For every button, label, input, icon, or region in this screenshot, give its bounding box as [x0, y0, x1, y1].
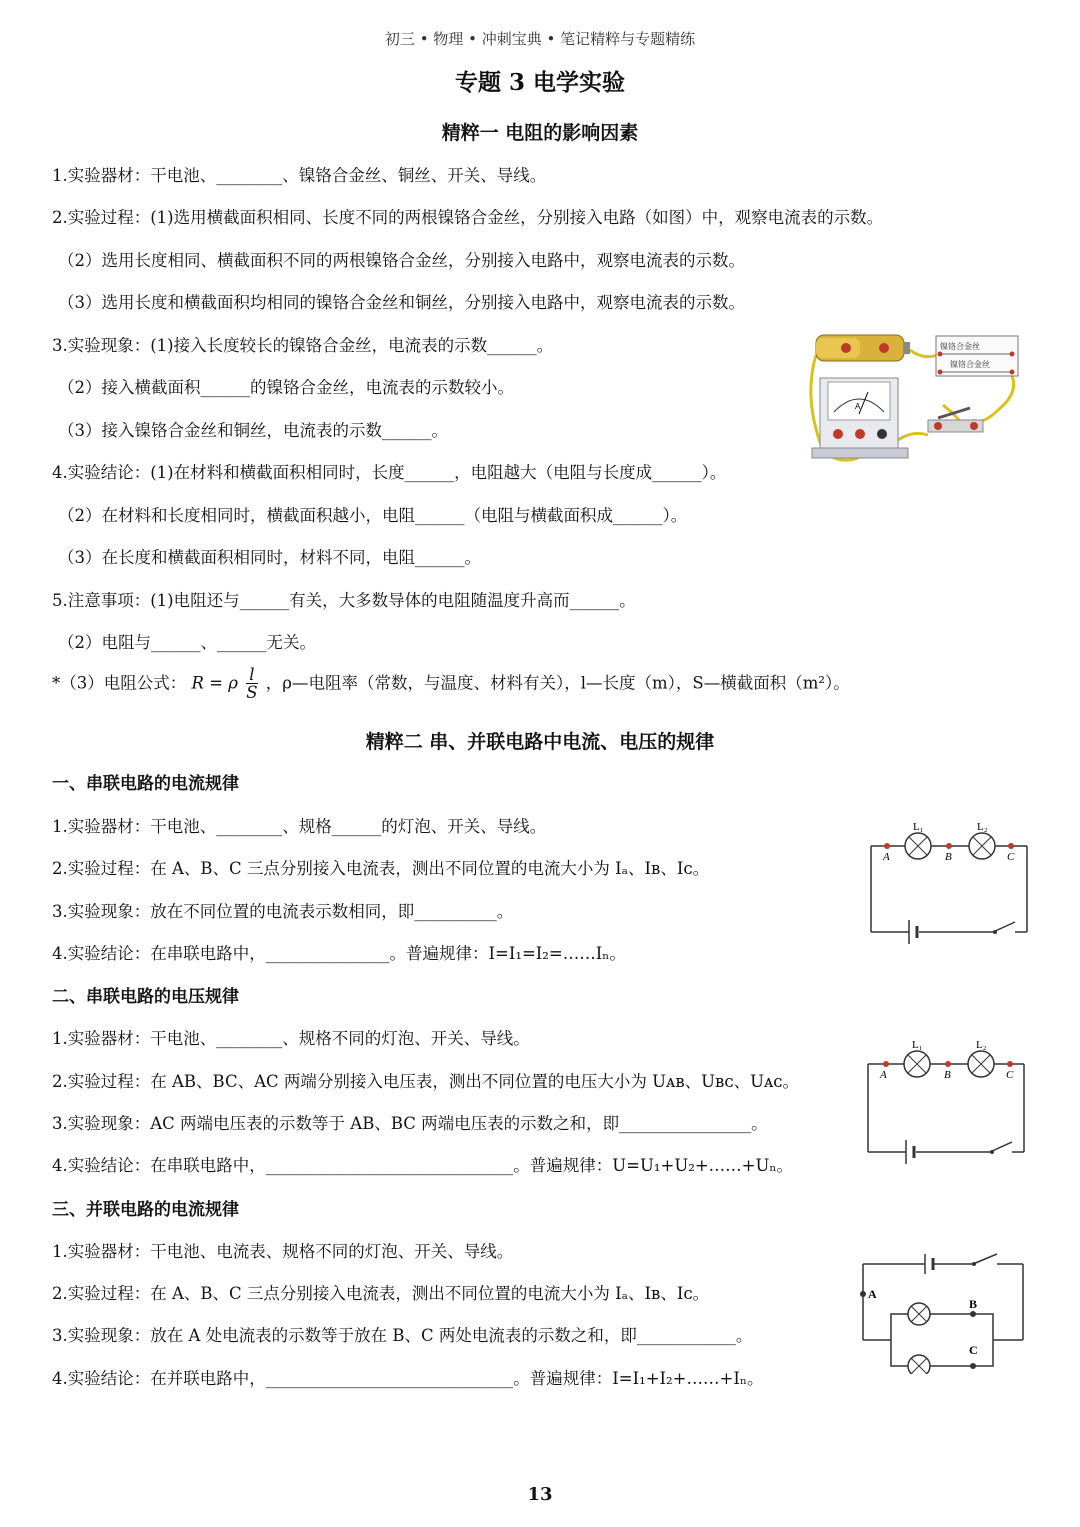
p2-line-1: 1.实验器材：干电池、________、规格不同的灯泡、开关、导线。: [52, 1029, 530, 1048]
page-title: 专题 3 电学实验: [454, 69, 626, 96]
label-l1: L₁: [913, 821, 924, 833]
label-l2: L₂: [976, 1039, 987, 1051]
s1-line-7: （3）接入镍铬合金丝和铜丝，电流表的示数______。: [58, 421, 448, 440]
label-c: C: [969, 1343, 978, 1357]
label-b: B: [969, 1297, 978, 1311]
resistance-formula: [52, 666, 850, 702]
lamp-l1-icon: [905, 833, 931, 859]
formula-prefix: *（3）电阻公式：: [52, 673, 187, 693]
formula-suffix: ，ρ—电阻率（常数，与温度、材料有关），l—长度（m），S—横截面积（m²）。: [265, 673, 850, 693]
formula-lhs: R = ρ: [191, 673, 238, 693]
parallel-current-circuit: [855, 1248, 1031, 1374]
resistance-experiment-figure: [798, 330, 1030, 465]
s1-line-1: 1.实验器材：干电池、________、镍铬合金丝、铜丝、开关、导线。: [52, 166, 547, 185]
section2-title: 精粹二 串、并联电路中电流、电压的规律: [365, 731, 715, 753]
wire-board-icon: [936, 336, 1018, 376]
label-l1: L₁: [912, 1039, 923, 1051]
series-voltage-circuit: [862, 1034, 1032, 1166]
p3-line-3: 3.实验现象：放在 A 处电流表的示数等于放在 B、C 两处电流表的示数之和，即____________。: [52, 1326, 753, 1345]
p1-line-2: 2.实验过程：在 A、B、C 三点分别接入电流表，测出不同位置的电流大小为 Iₐ、Iʙ、Iᴄ。: [52, 859, 710, 878]
p2-line-4: 4.实验结论：在串联电路中，______________________________。普遍规律：U=U₁+U₂+……+Uₙ。: [52, 1156, 794, 1175]
label-a: A: [883, 851, 890, 863]
p3-line-4: 4.实验结论：在并联电路中，______________________________。普遍规律：I=I₁+I₂+……+Iₙ。: [52, 1369, 764, 1388]
formula-denominator: S: [246, 683, 258, 703]
s1-line-12: （2）电阻与______、______无关。: [58, 633, 316, 652]
page-header: 初三 • 物理 • 冲刺宝典 • 笔记精粹与专题精练: [384, 30, 696, 48]
part2-title: 二、串联电路的电压规律: [52, 987, 239, 1007]
lamp-l2-icon: [969, 833, 995, 859]
formula-numerator: l: [246, 666, 257, 684]
formula-fraction: [246, 666, 257, 702]
battery-icon: [816, 335, 910, 361]
lamp-lower-icon: [908, 1355, 930, 1374]
s1-line-8: 4.实验结论：(1)在材料和横截面积相同时，长度______，电阻越大（电阻与长度成______）。: [52, 463, 727, 482]
lamp-l1-icon: [904, 1051, 930, 1077]
p3-line-2: 2.实验过程：在 A、B、C 三点分别接入电流表，测出不同位置的电流大小为 Iₐ、Iʙ、Iᴄ。: [52, 1284, 710, 1303]
lamp-l2-icon: [968, 1051, 994, 1077]
svg-text:A: A: [855, 402, 861, 411]
label-c: C: [1006, 1069, 1014, 1081]
label-b: B: [944, 1069, 951, 1081]
s1-line-2: 2.实验过程：(1)选用横截面积相同、长度不同的两根镍铬合金丝，分别接入电路（如图）中，观察电流表的示数。: [52, 208, 884, 227]
switch-icon: [928, 408, 983, 432]
series-current-circuit: [865, 818, 1035, 944]
p3-line-1: 1.实验器材：干电池、电流表、规格不同的灯泡、开关、导线。: [52, 1242, 514, 1261]
section1-title: 精粹一 电阻的影响因素: [441, 122, 639, 144]
p1-line-4: 4.实验结论：在串联电路中，_______________。普遍规律：I=I₁=I₂=……Iₙ。: [52, 944, 626, 963]
label-l2: L₂: [977, 821, 988, 833]
s1-line-6: （2）接入横截面积______的镍铬合金丝，电流表的示数较小。: [58, 378, 514, 397]
s1-line-3: （2）选用长度相同、横截面积不同的两根镍铬合金丝，分别接入电路中，观察电流表的示数。: [58, 251, 745, 270]
p1-line-1: 1.实验器材：干电池、________、规格______的灯泡、开关、导线。: [52, 817, 547, 836]
wire-label-2: 镍铬合金丝: [950, 360, 990, 369]
p2-line-2: 2.实验过程：在 AB、BC、AC 两端分别接入电压表，测出不同位置的电压大小为 Uᴀʙ、Uʙᴄ、Uᴀᴄ。: [52, 1072, 800, 1091]
part3-title: 三、并联电路的电流规律: [52, 1200, 239, 1220]
label-a: A: [868, 1287, 877, 1301]
p1-line-3: 3.实验现象：放在不同位置的电流表示数相同，即__________。: [52, 902, 514, 921]
s1-line-4: （3）选用长度和横截面积均相同的镍铬合金丝和铜丝，分别接入电路中，观察电流表的示数。: [58, 293, 745, 312]
label-b: B: [945, 851, 952, 863]
s1-line-5: 3.实验现象：(1)接入长度较长的镍铬合金丝，电流表的示数______。: [52, 336, 554, 355]
s1-line-9: （2）在材料和长度相同时，横截面积越小，电阻______（电阻与横截面积成______）。: [58, 506, 688, 525]
label-a: A: [880, 1069, 887, 1081]
page-number: 13: [527, 1484, 553, 1505]
s1-line-11: 5.注意事项：(1)电阻还与______有关，大多数导体的电阻随温度升高而______。: [52, 591, 636, 610]
wire-label-1: 镍铬合金丝: [940, 342, 980, 351]
label-c: C: [1007, 851, 1015, 863]
lamp-upper-icon: [908, 1303, 930, 1325]
p2-line-3: 3.实验现象：AC 两端电压表的示数等于 AB、BC 两端电压表的示数之和，即________________。: [52, 1114, 768, 1133]
s1-line-10: （3）在长度和横截面积相同时，材料不同，电阻______。: [58, 548, 481, 567]
ammeter-icon: [812, 378, 908, 458]
part1-title: 一、串联电路的电流规律: [52, 774, 239, 794]
